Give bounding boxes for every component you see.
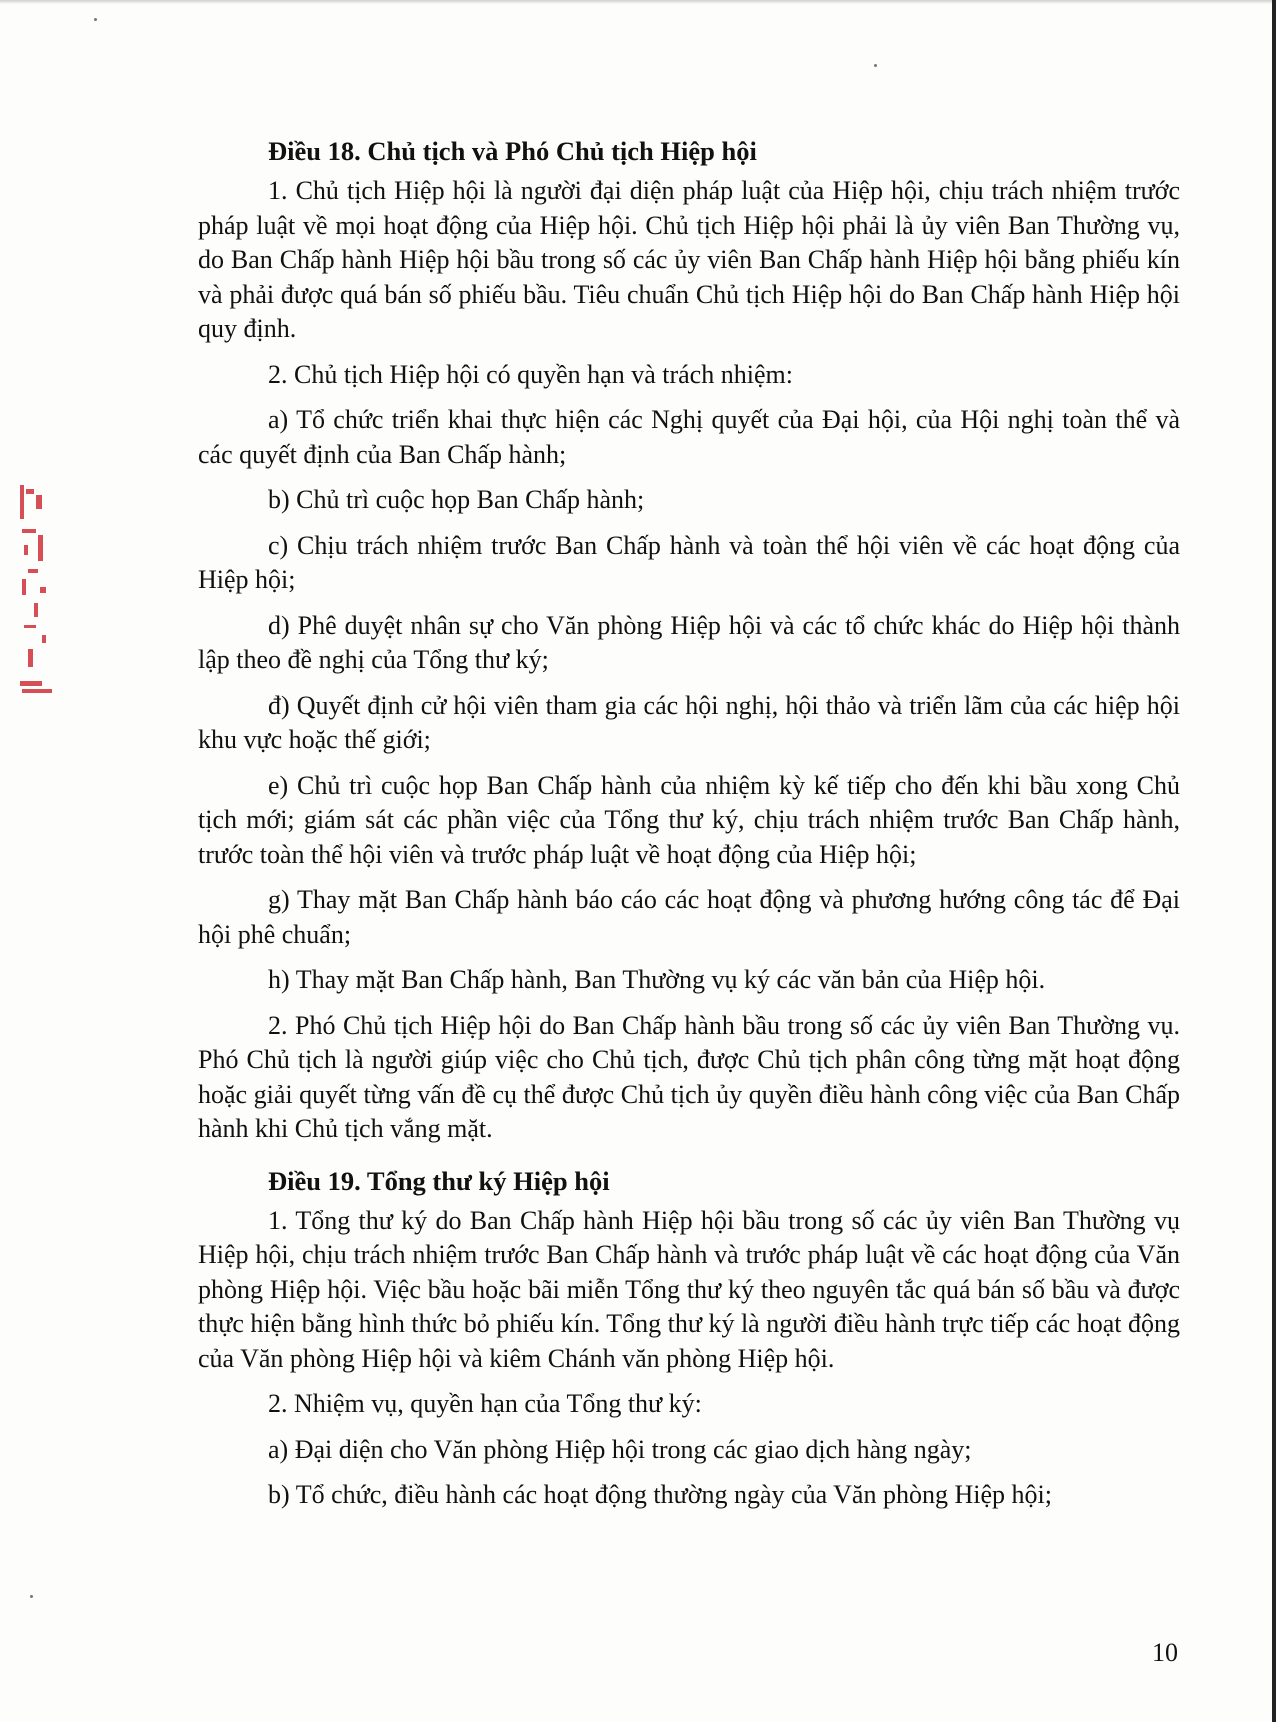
page-number: 10 <box>1152 1638 1178 1667</box>
document-body <box>198 128 1180 1524</box>
article-19 <box>198 1158 1180 1513</box>
article-18-clause-2-intro: 2. Chủ tịch Hiệp hội có quyền hạn và trách nhiệm: <box>268 359 793 389</box>
article-18-clause-1: 1. Chủ tịch Hiệp hội là người đại diện pháp luật của Hiệp hội, chịu trách nhiệm trước pháp luật về mọi hoạt động của Hiệp hội. Chủ tịch Hiệp hội phải là ủy viên Ban Thường vụ, do Ban Chấp hành Hiệp hội bầu trong số các ủy viên Ban Chấp hành Hiệp hội bằng phiếu kín và phải được quá bán số phiếu bầu. Tiêu chuẩn Chủ tịch Hiệp hội do Ban Chấp hành Hiệp hội quy định. <box>198 176 1180 343</box>
article-18-item-h: h) Thay mặt Ban Chấp hành, Ban Thường vụ ký các văn bản của Hiệp hội. <box>268 965 1046 994</box>
article-19-item-a: a) Đại diện cho Văn phòng Hiệp hội trong các giao dịch hàng ngày; <box>268 1434 972 1464</box>
article-18-item-dd: đ) Quyết định cử hội viên tham gia các hội nghị, hội thảo và triển lãm của các hiệp hội khu vực hoặc thế giới; <box>198 690 1180 754</box>
scan-right-edge <box>1272 0 1276 1722</box>
article-19-item-b: b) Tổ chức, điều hành các hoạt động thường ngày của Văn phòng Hiệp hội; <box>268 1480 1052 1509</box>
scan-speck <box>874 64 877 67</box>
article-18 <box>198 128 1180 1147</box>
scan-speck <box>30 1595 33 1598</box>
article-19-clause-1: 1. Tổng thư ký do Ban Chấp hành Hiệp hội bầu trong số các ủy viên Ban Thường vụ Hiệp hội, chịu trách nhiệm trước Ban Chấp hành và trước pháp luật về các hoạt động của Văn phòng Hiệp hội. Việc bầu hoặc bãi miễn Tổng thư ký theo nguyên tắc quá bán số bầu và được thực hiện bằng hình thức bỏ phiếu kín. Tổng thư ký là người điều hành trực tiếp các hoạt động của Văn phòng Hiệp hội và kiêm Chánh văn phòng Hiệp hội. <box>198 1205 1180 1373</box>
article-18-item-a: a) Tổ chức triển khai thực hiện các Nghị quyết của Đại hội, của Hội nghị toàn thể và các quyết định của Ban Chấp hành; <box>198 405 1180 469</box>
article-19-heading: Điều 19. Tổng thư ký Hiệp hội <box>268 1165 610 1196</box>
article-18-item-c: c) Chịu trách nhiệm trước Ban Chấp hành và toàn thể hội viên về các hoạt động của Hiệp hội; <box>198 530 1180 594</box>
scan-top-edge <box>0 0 1276 4</box>
article-18-item-e: e) Chủ trì cuộc họp Ban Chấp hành của nhiệm kỳ kế tiếp cho đến khi bầu xong Chủ tịch mới; giám sát các phần việc của Tổng thư ký, chịu trách nhiệm trước Ban Chấp hành, trước toàn thể hội viên và trước pháp luật về hoạt động của Hiệp hội; <box>198 770 1180 869</box>
article-18-heading: Điều 18. Chủ tịch và Phó Chủ tịch Hiệp hội <box>268 136 757 166</box>
article-18-item-b: b) Chủ trì cuộc họp Ban Chấp hành; <box>268 485 645 514</box>
scan-speck <box>94 18 97 21</box>
article-19-clause-2-intro: 2. Nhiệm vụ, quyền hạn của Tổng thư ký: <box>268 1389 702 1418</box>
red-stamp-fragment <box>14 485 54 705</box>
article-18-item-d: d) Phê duyệt nhân sự cho Văn phòng Hiệp hội và các tổ chức khác do Hiệp hội thành lập theo đề nghị của Tổng thư ký; <box>198 610 1180 674</box>
article-18-vice-chair-clause: 2. Phó Chủ tịch Hiệp hội do Ban Chấp hành bầu trong số các ủy viên Ban Thường vụ. Phó Chủ tịch là người giúp việc cho Chủ tịch, được Chủ tịch phân công từng mặt hoạt động hoặc giải quyết từng vấn đề cụ thể được Chủ tịch ủy quyền điều hành công việc của Ban Chấp hành khi Chủ tịch vắng mặt. <box>198 1010 1180 1143</box>
article-18-item-g: g) Thay mặt Ban Chấp hành báo cáo các hoạt động và phương hướng công tác để Đại hội phê chuẩn; <box>198 885 1180 949</box>
